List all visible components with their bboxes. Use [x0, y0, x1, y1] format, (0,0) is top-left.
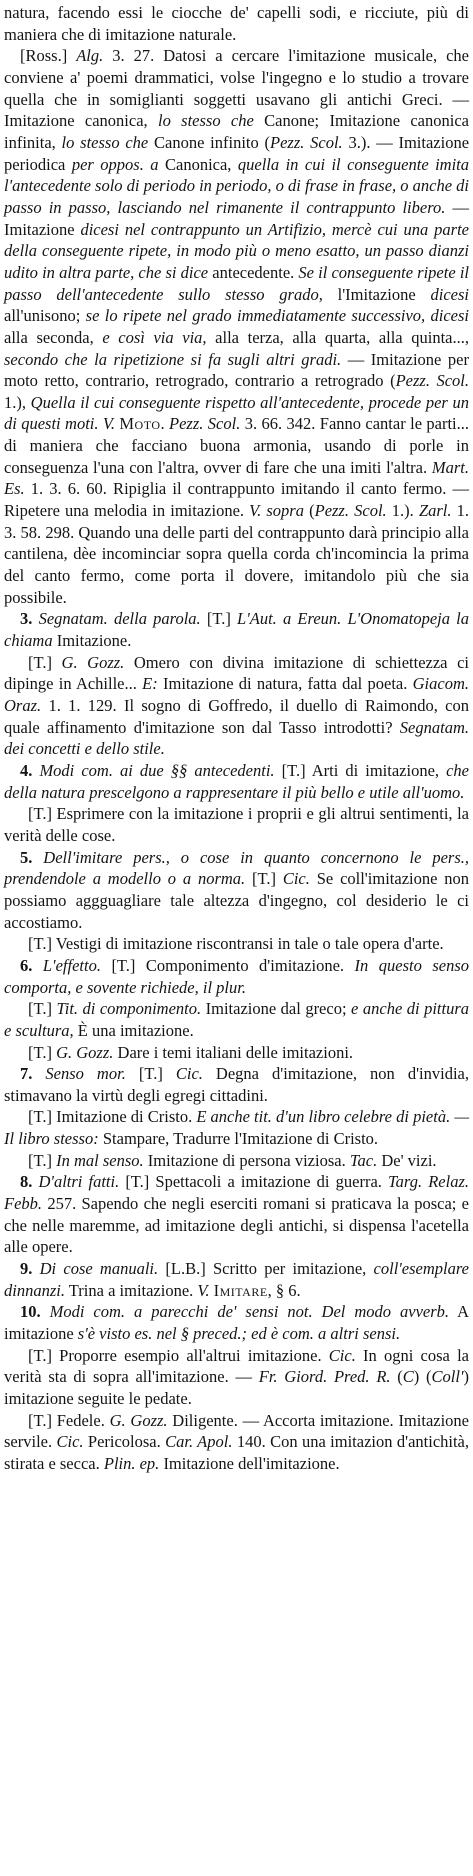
entry-paragraph: [Ross.] Alg. 3. 27. Datosi a cercare l'imitazione musicale, che conviene a' poemi drammatici, volse l'ingegno e lo studio a trovare quella che in somiglianti soggetti usavano gli antichi Greci. — Imitazione canonica, lo stesso che Canone; Imitazione canonica infinita, lo stesso che Canone infinito (Pezz. Scol. 3.). — Imitazione periodica per oppos. a Canonica, quella in cui il conseguente imita l'antecedente solo di periodo in periodo, o di frase in frase, o anche di passo in passo, lasciando nel rimanente il contrappunto libero. — Imitazione dicesi nel contrappunto un Artifizio, mercè cui una parte della conseguente ripete, in modo più o meno esatto, un passo dianzi udito in altra parte, che si dice antecedente. Se il conseguente ripete il passo dell'antecedente sullo stesso grado, l'Imitazione dicesi all'unisono; se lo ripete nel grado immediatamente successivo, dicesi alla seconda, e così via via, alla terza, alla quarta, alla quinta..., secondo che la ripetizione si fa sugli altri gradi. — Imitazione per moto retto, contrario, retrogrado, contrario a retrogrado (Pezz. Scol. 1.), Quella il cui conseguente rispetto all'antecedente, procede per un di questi moti. V. Moto. Pezz. Scol. 3. 66. 342. Fanno cantar le parti... di maniera che facciano buona armonia, usando di porle in conseguenza l'una con l'altra, ovver di fare che una imiti l'altra. Mart. Es. 1. 3. 6. 60. Ripiglia il contrappunto imitando il canto fermo. — Ripetere una melodia in imitazione. V. sopra (Pezz. Scol. 1.). Zarl. 1. 3. 58. 298. Quando una delle parti del contrappunto darà principio alla cantilena, dèe incominciar sopra quella corda ch'incomincia la prima del canto fermo, come porta il dovere, imitandolo più che sia possibile. — [4, 46, 470, 607]
entry-paragraph: 10. Modi com. a parecchi de' sensi not. Del modo avverb. A imitazione s'è visto es. nel § preced.; ed è com. a altri sensi. — [4, 1302, 470, 1344]
entry-paragraph: [T.] Fedele. G. Gozz. Diligente. — Accorta imitazione. Imitazione servile. Cic. Pericolosa. Car. Apol. 140. Con una imitazion d'antichità, stirata e secca. Plin. ep. Imitazione dell'imitazione. — [4, 1410, 470, 1473]
dictionary-entry-text — [4, 2, 469, 1475]
entry-paragraph: 8. D'altri fatti. [T.] Spettacoli a imitazione di guerra. Targ. Relaz. Febb. 257. Sapendo che negli eserciti romani si praticava la posca; e che nelle maremme, ad imitazione degli antichi, si dispensa l'acetella alle opere. — [4, 1172, 470, 1257]
entry-paragraph: [T.] Tit. di componimento. Imitazione dal greco; e anche di pittura e scultura, È una imitazione. — [4, 999, 470, 1040]
entry-paragraph: [T.] G. Gozz. Dare i temi italiani delle imitazioni. — [28, 1042, 354, 1062]
entry-paragraph: 6. L'effetto. [T.] Componimento d'imitazione. In questo senso comporta, e sovente richiede, il plur. — [4, 955, 470, 997]
entry-paragraph: 4. Modi com. ai due §§ antecedenti. [T.] Arti di imitazione, che della natura prescelgono a rappresentare il più bello e utile all'uomo. — [4, 760, 469, 802]
entry-paragraph: [T.] G. Gozz. Omero con divina imitazione di schiettezza ci dipinge in Achille... E: Imitazione di natura, fatta dal poeta. Giacom. Oraz. 1. 1. 129. Il sogno di Goffredo, il duello di Raimondo, con quale affinamento d'imitazione son dal Tasso introdotti? Segnatam. dei concetti e dello stile. — [4, 652, 470, 759]
entry-paragraph: 7. Senso mor. [T.] Cic. Degna d'imitazione, non d'invidia, stimavano la virtù degli egregi cittadini. — [4, 1064, 469, 1105]
entry-paragraph: [T.] Vestigi di imitazione riscontransi in tale o tale opera d'arte. — [28, 934, 444, 954]
entry-paragraph: natura, facendo essi le ciocche de' capelli sodi, e ricciute, più di maniera che di imitazione naturale. — [4, 3, 469, 44]
entry-paragraph: [T.] Esprimere con la imitazione i proprii e gli altrui sentimenti, la verità delle cose. — [4, 804, 469, 845]
entry-paragraph: 5. Dell'imitare pers., o cose in quanto concernono le pers., prendendole a modello o a norma. [T.] Cic. Se coll'imitazione non possiamo aggguagliare tale altezza d'ingegno, col desiderio le ci accostiamo. — [4, 847, 470, 932]
entry-paragraph: 3. Segnatam. della parola. [T.] L'Aut. a Ereun. L'Onomatopeja la chiama Imitazione. — [4, 609, 470, 651]
entry-paragraph: 9. Di cose manuali. [L.B.] Scritto per imitazione, coll'esemplare dinnanzi. Trina a imitazione. V. Imitare, § 6. — [4, 1259, 470, 1300]
entry-paragraph: [T.] Proporre esempio all'altrui imitazione. Cic. In ogni cosa la verità sta di sopra all'imitazione. — Fr. Giord. Pred. R. (C) (Coll') imitazione seguite le pedate. — [4, 1345, 469, 1408]
entry-paragraph: [T.] Imitazione di Cristo. E anche tit. d'un libro celebre di pietà. — Il libro stesso: Stampare, Tradurre l'Imitazione di Cristo. — [4, 1107, 469, 1149]
entry-paragraph: [T.] In mal senso. Imitazione di persona viziosa. Tac. De' vizi. — [28, 1150, 437, 1170]
